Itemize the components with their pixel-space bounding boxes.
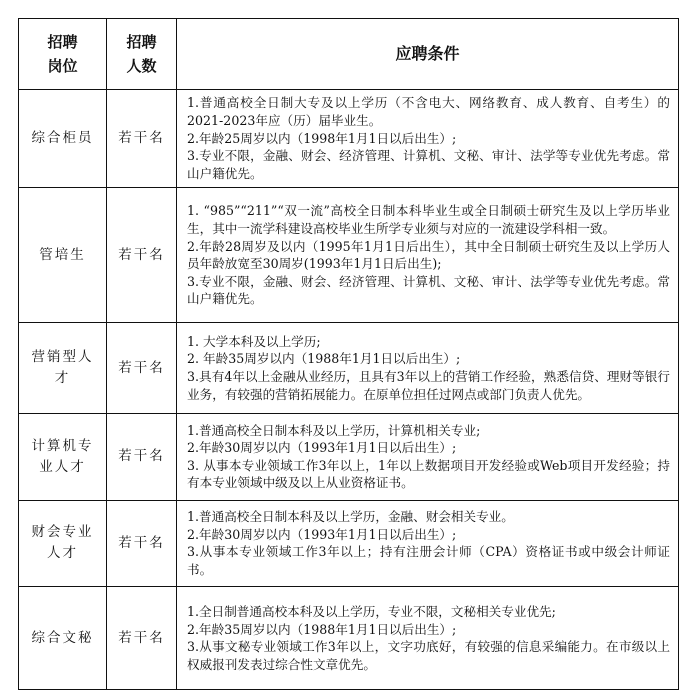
position-cell: 营销型人才 bbox=[19, 323, 107, 414]
requirements-cell bbox=[177, 89, 679, 188]
requirement-line: 3.具有4年以上金融从业经历，且具有3年以上的营销工作经验，熟悉信贷、理财等银行业务，有较强的营销拓展能力。在原单位担任过网点或部门负责人优先。 bbox=[187, 369, 670, 402]
header-requirements: 应聘条件 bbox=[177, 19, 679, 90]
table-row bbox=[19, 500, 679, 587]
position-cell: 综合柜员 bbox=[19, 89, 107, 188]
requirements-cell bbox=[177, 188, 679, 323]
table-row bbox=[19, 587, 679, 690]
table-header-row bbox=[19, 19, 679, 90]
table-row bbox=[19, 89, 679, 188]
table-row bbox=[19, 323, 679, 414]
recruitment-table-container bbox=[18, 18, 678, 690]
requirement-line: 1.普通高校全日制本科及以上学历，金融、财会相关专业。 bbox=[187, 509, 514, 525]
count-cell: 若干名 bbox=[107, 500, 177, 587]
position-cell: 计算机专业人才 bbox=[19, 413, 107, 500]
requirement-line: 2. 年龄35周岁以内（1988年1月1日以后出生）; bbox=[187, 351, 461, 367]
header-position-line-1: 招聘 bbox=[47, 32, 78, 51]
requirement-line: 1.普通高校全日制本科及以上学历，计算机相关专业; bbox=[187, 422, 481, 438]
header-count bbox=[107, 19, 177, 90]
requirement-line: 3.专业不限，金融、财会、经济管理、计算机、文秘、审计、法学等专业优先考虑。常山户籍优先。 bbox=[187, 148, 670, 181]
count-cell: 若干名 bbox=[107, 413, 177, 500]
position-cell: 管培生 bbox=[19, 188, 107, 323]
header-position-line-2: 岗位 bbox=[47, 56, 78, 75]
count-cell: 若干名 bbox=[107, 89, 177, 188]
requirement-line: 2.年龄30周岁以内（1993年1月1日以后出生）; bbox=[187, 526, 457, 542]
requirement-line: 3.从事本专业领域工作3年以上；持有注册会计师（CPA）资格证书或中级会计师证书。 bbox=[187, 544, 670, 577]
requirement-line: 2.年龄35周岁以内（1988年1月1日以后出生）; bbox=[187, 621, 457, 637]
requirement-line: 3.从事文秘专业领域工作3年以上，文字功底好，有较强的信息采编能力。在市级以上权威报刊发表过综合性文章优先。 bbox=[187, 639, 670, 672]
requirement-line: 1. “985”“211”“双一流”高校全日制本科毕业生或全日制硕士研究生及以上学历毕业生，其中一流学科建设高校毕业生所学专业须与对应的一流建设学科相一致。 bbox=[187, 203, 670, 237]
requirement-line: 2.年龄30周岁以内（1993年1月1日以后出生）; bbox=[187, 440, 457, 456]
requirement-line: 1.普通高校全日制大专及以上学历（不含电大、网络教育、成人教育、自考生）的2021-2023年应（历）届毕业生。 bbox=[187, 95, 670, 128]
header-count-line-1: 招聘 bbox=[126, 32, 157, 51]
requirement-line: 3.专业不限，金融、财会、经济管理、计算机、文秘、审计、法学等专业优先考虑。常山户籍优先。 bbox=[187, 273, 670, 307]
count-cell: 若干名 bbox=[107, 587, 177, 690]
requirement-line: 1. 大学本科及以上学历; bbox=[187, 333, 321, 349]
requirements-cell bbox=[177, 500, 679, 587]
requirement-line: 3. 从事本专业领域工作3年以上，1年以上数据项目开发经验或Web项目开发经验；持有本专业领域中级及以上从业资格证书。 bbox=[187, 457, 670, 491]
count-cell: 若干名 bbox=[107, 188, 177, 323]
table-row bbox=[19, 188, 679, 323]
position-cell: 财会专业人才 bbox=[19, 500, 107, 587]
position-cell: 综合文秘 bbox=[19, 587, 107, 690]
table-row bbox=[19, 413, 679, 500]
requirement-line: 1.全日制普通高校本科及以上学历，专业不限，文秘相关专业优先; bbox=[187, 603, 556, 619]
requirements-cell bbox=[177, 587, 679, 690]
header-count-line-2: 人数 bbox=[126, 56, 157, 75]
requirement-line: 2.年龄25周岁以内（1998年1月1日以后出生）; bbox=[187, 130, 457, 146]
count-cell: 若干名 bbox=[107, 323, 177, 414]
recruitment-table bbox=[18, 18, 679, 690]
requirements-cell bbox=[177, 413, 679, 500]
requirements-cell bbox=[177, 323, 679, 414]
header-position bbox=[19, 19, 107, 90]
requirement-line: 2.年龄28周岁及以内（1995年1月1日后出生），其中全日制硕士研究生及以上学历人员年龄放宽至30周岁(1993年1月1日后出生); bbox=[187, 238, 670, 272]
